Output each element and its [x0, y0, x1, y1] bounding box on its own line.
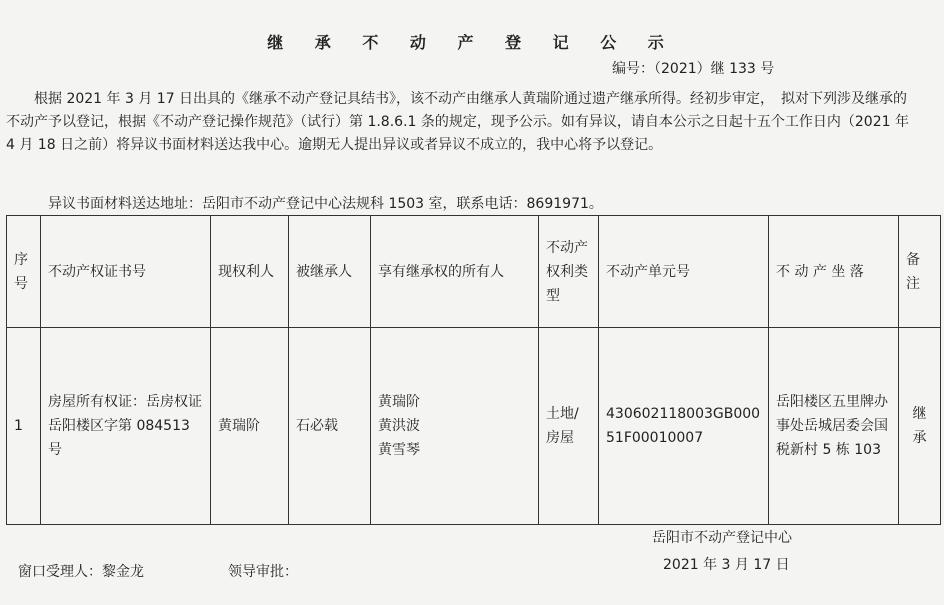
notice-title: 继 承 不 动 产 登 记 公 示 — [267, 33, 677, 52]
header-note: 备注 — [899, 216, 941, 328]
heir-name: 黄雪琴 — [378, 442, 420, 458]
notice-body: 根据 2021 年 3 月 17 日出具的《继承不动产登记具结书》，该不动产由继承人黄瑞阶通过遗产继承所得。经初步审定， 拟对下列涉及继承的不动产予以登记，根据《不动产登记操作规范》（试行）第 1.8.6.1 条的规定，现予公示。如有异议，请自本公示之日起十五个工作日内（2021 年 4 月 18 日之前）将异议书面材料送达我中心。逾期无人提出异议或者异议不成立的，我中心将予以登记。 — [6, 91, 909, 153]
property-table — [6, 215, 941, 525]
heir-name: 黄洪波 — [378, 418, 420, 434]
cell-type: 土地/房屋 — [539, 328, 599, 525]
window-clerk: 窗口受理人：黎金龙 — [18, 564, 144, 580]
cell-location: 岳阳楼区五里牌办事处岳城居委会国税新村 5 栋 103 — [769, 328, 899, 525]
header-deceased: 被继承人 — [289, 216, 371, 328]
header-cert-no: 不动产权证书号 — [41, 216, 211, 328]
cell-holder: 黄瑞阶 — [211, 328, 289, 525]
cell-cert-no: 房屋所有权证：岳房权证岳阳楼区字第 084513 号 — [41, 328, 211, 525]
header-seq: 序号 — [7, 216, 41, 328]
header-location: 不 动 产 坐 落 — [769, 216, 899, 328]
cell-deceased: 石必载 — [289, 328, 371, 525]
header-unit-no: 不动产单元号 — [599, 216, 769, 328]
document-number: 编号：（2021）继 133 号 — [612, 61, 775, 77]
heir-name: 黄瑞阶 — [378, 394, 420, 410]
cell-unit-no: 430602118003GB00051F00010007 — [599, 328, 769, 525]
table-header-row — [7, 216, 941, 328]
cell-seq: 1 — [7, 328, 41, 525]
cell-note: 继承 — [899, 328, 941, 525]
table-row — [7, 328, 941, 525]
header-heirs: 享有继承权的所有人 — [371, 216, 539, 328]
header-type: 不动产权利类型 — [539, 216, 599, 328]
objection-address: 异议书面材料送达地址：岳阳市不动产登记中心法规科 1503 室，联系电话：8691971。 — [48, 196, 603, 212]
header-holder: 现权利人 — [211, 216, 289, 328]
issue-date: 2021 年 3 月 17 日 — [663, 557, 790, 573]
cell-heirs — [371, 328, 539, 525]
issuing-center: 岳阳市不动产登记中心 — [652, 530, 792, 546]
leader-approval: 领导审批： — [228, 564, 298, 580]
